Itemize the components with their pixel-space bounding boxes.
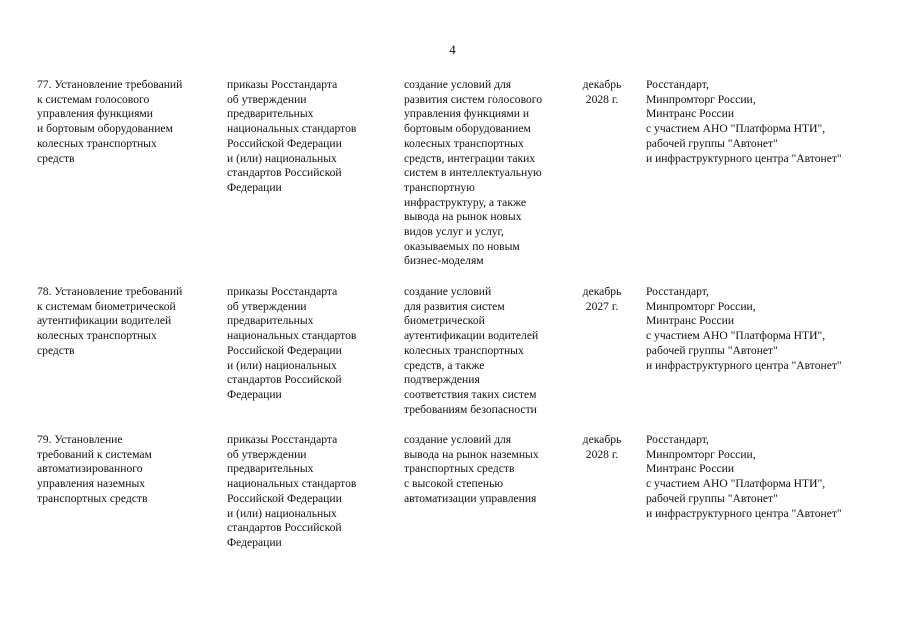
task-cell: 77. Установление требований к системам голосового управления функциями и бортовым оборудованием колесных транспортных средств [37, 78, 183, 165]
document-cell: приказы Росстандарта об утверждении предварительных национальных стандартов Российской Федерации и (или) национальных стандартов Российской Федерации [227, 285, 357, 401]
result-cell: создание условий для вывода на рынок наземных транспортных средств с высокой степенью автоматизации управления [404, 433, 539, 505]
responsible-cell: Росстандарт, Минпромторг России, Минтранс России с участием АНО "Платформа НТИ", рабочей группы "Автонет" и инфраструктурного центра "Автонет" [646, 285, 842, 372]
document-cell: приказы Росстандарта об утверждении предварительных национальных стандартов Российской Федерации и (или) национальных стандартов Российской Федерации [227, 433, 357, 549]
deadline-cell: декабрь 2028 г. [582, 78, 622, 106]
responsible-cell: Росстандарт, Минпромторг России, Минтранс России с участием АНО "Платформа НТИ", рабочей группы "Автонет" и инфраструктурного центра "Автонет" [646, 433, 842, 520]
deadline-cell: декабрь 2027 г. [582, 285, 622, 313]
page-number: 4 [449, 42, 456, 57]
task-cell: 78. Установление требований к системам биометрической аутентификации водителей колесных транспортных средств [37, 285, 183, 357]
result-cell: создание условий для развития систем биометрической аутентификации водителей колесных транспортных средств, а также подтверждения соответствия таких систем требованиям безопасности [404, 285, 539, 416]
result-cell: создание условий для развития систем голосового управления функциями и бортовым оборудованием колесных транспортных средств, интеграции таких систем в интеллектуальную транспортную инфраструктуру, а также вывода на рынок новых видов услуг и услуг, оказываемых по новым бизнес-моделям [404, 78, 543, 268]
task-cell: 79. Установление требований к системам автоматизированного управления наземных транспортных средств [37, 433, 152, 505]
document-cell: приказы Росстандарта об утверждении предварительных национальных стандартов Российской Федерации и (или) национальных стандартов Российской Федерации [227, 78, 357, 194]
deadline-cell: декабрь 2028 г. [582, 433, 622, 461]
responsible-cell: Росстандарт, Минпромторг России, Минтранс России с участием АНО "Платформа НТИ", рабочей группы "Автонет" и инфраструктурного центра "Автонет" [646, 78, 842, 165]
